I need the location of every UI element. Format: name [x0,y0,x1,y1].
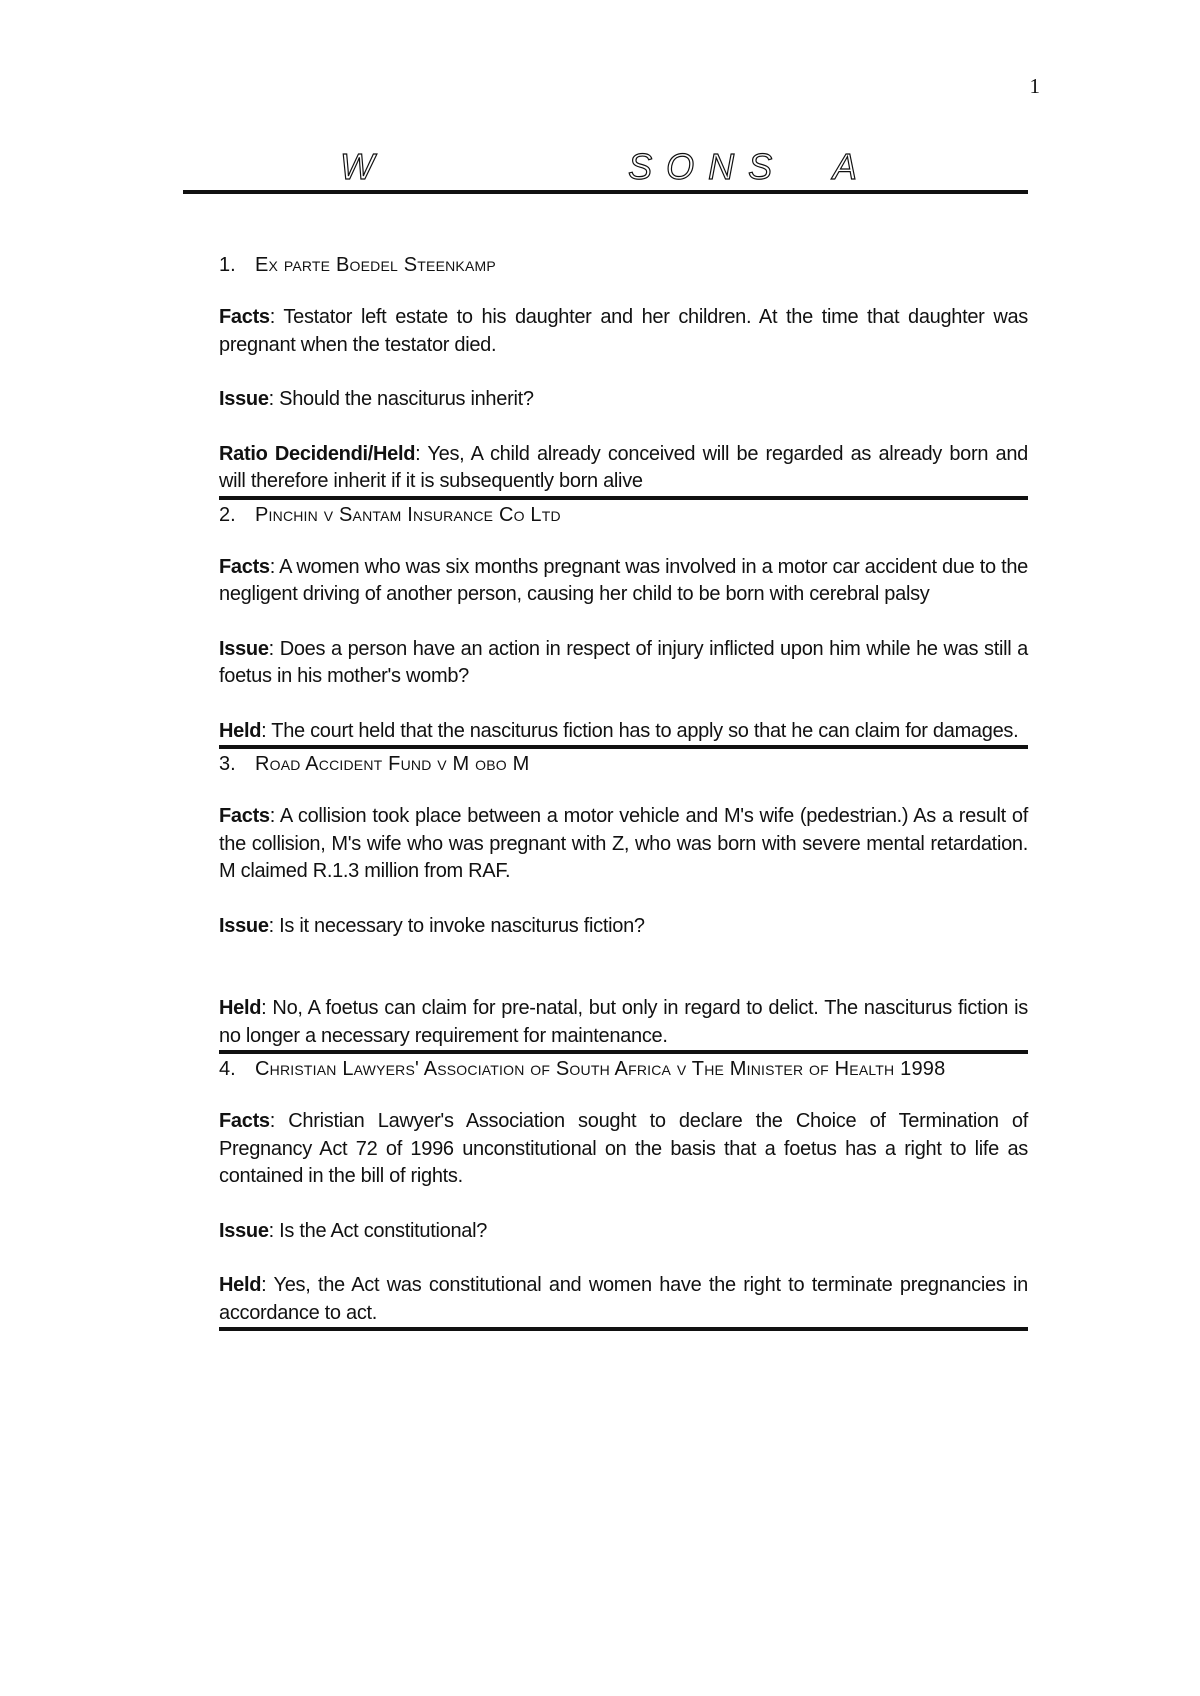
facts-text: : A women who was six months pregnant was involved in a motor car accident due to the negligent driving of another person, causing her child to be born with cerebral palsy [219,555,1029,605]
issue-paragraph [219,636,1028,691]
held-label: Held [219,719,262,742]
case-heading [219,1056,1028,1083]
case-entry [219,252,1028,500]
case-name: Christian Lawyers' Association of South Africa v The Minister of Health 1998 [255,1058,946,1080]
held-text: : The court held that the nasciturus fiction has to apply so that he can claim for damages. [261,719,1019,742]
header-title: W SONS A [340,146,871,187]
issue-paragraph [219,913,1028,941]
case-name: Road Accident Fund v M obo M [255,753,530,775]
case-entry [219,751,1028,1054]
facts-label: Facts [219,1110,270,1132]
case-entry [219,502,1028,750]
held-label: Held [219,1274,262,1296]
issue-label: Issue [219,914,269,937]
issue-text: : Should the nasciturus inherit? [268,388,534,410]
facts-paragraph [219,554,1028,609]
facts-paragraph [219,304,1028,359]
held-label: Held [219,997,262,1019]
case-list [219,250,1028,1331]
facts-label: Facts [219,555,270,578]
issue-label: Issue [219,637,269,660]
case-heading [219,252,1028,279]
held-label: Ratio Decidendi/Held [219,442,416,465]
issue-text: : Does a person have an action in respect of injury inflicted upon him while he was still a foetus in his mother's womb? [219,637,1028,687]
facts-paragraph [219,803,1028,886]
case-name: Pinchin v Santam Insurance Co Ltd [255,503,561,526]
case-number: 4. [219,1058,236,1080]
issue-text: : Is the Act constitutional? [268,1219,488,1242]
facts-text: : Christian Lawyer's Association sought to declare the Choice of Termination of Pregnancy Act 72 of 1996 unconstitutional on the basis that a foetus has a right to life as contained in the bill of rights. [219,1110,1028,1187]
held-paragraph [219,718,1028,746]
held-paragraph [219,1272,1028,1327]
facts-label: Facts [219,805,270,827]
issue-label: Issue [219,1219,269,1242]
case-number: 2. [219,503,236,526]
held-paragraph [219,995,1028,1050]
page-number: 1 [1029,74,1040,98]
held-paragraph [219,441,1028,496]
page-header [183,140,1028,194]
facts-label: Facts [219,306,270,328]
issue-label: Issue [219,388,269,410]
held-text: : Yes, A child already conceived will be regarded as already born and will therefore inherit if it is subsequently born alive [219,442,1029,492]
case-number: 3. [219,753,236,775]
facts-paragraph [219,1108,1028,1191]
case-heading [219,751,1028,778]
issue-paragraph [219,1218,1028,1246]
case-name: Ex parte Boedel Steenkamp [255,254,496,276]
case-number: 1. [219,254,236,276]
issue-paragraph [219,386,1028,414]
issue-text: : Is it necessary to invoke nasciturus fiction? [268,914,645,937]
case-heading [219,502,1028,529]
facts-text: : A collision took place between a motor vehicle and M's wife (pedestrian.) As a result of the collision, M's wife who was pregnant with Z, who was born with severe mental retardation. M claimed R.1.3 million from RAF. [219,805,1028,882]
facts-text: : Testator left estate to his daughter and her children. At the time that daughter was pregnant when the testator died. [219,306,1028,356]
held-text: : Yes, the Act was constitutional and women have the right to terminate pregnancies in accordance to act. [219,1274,1028,1324]
held-text: : No, A foetus can claim for pre-natal, but only in regard to delict. The nasciturus fiction is no longer a necessary requirement for maintenance. [219,997,1028,1047]
case-entry [219,1056,1028,1331]
